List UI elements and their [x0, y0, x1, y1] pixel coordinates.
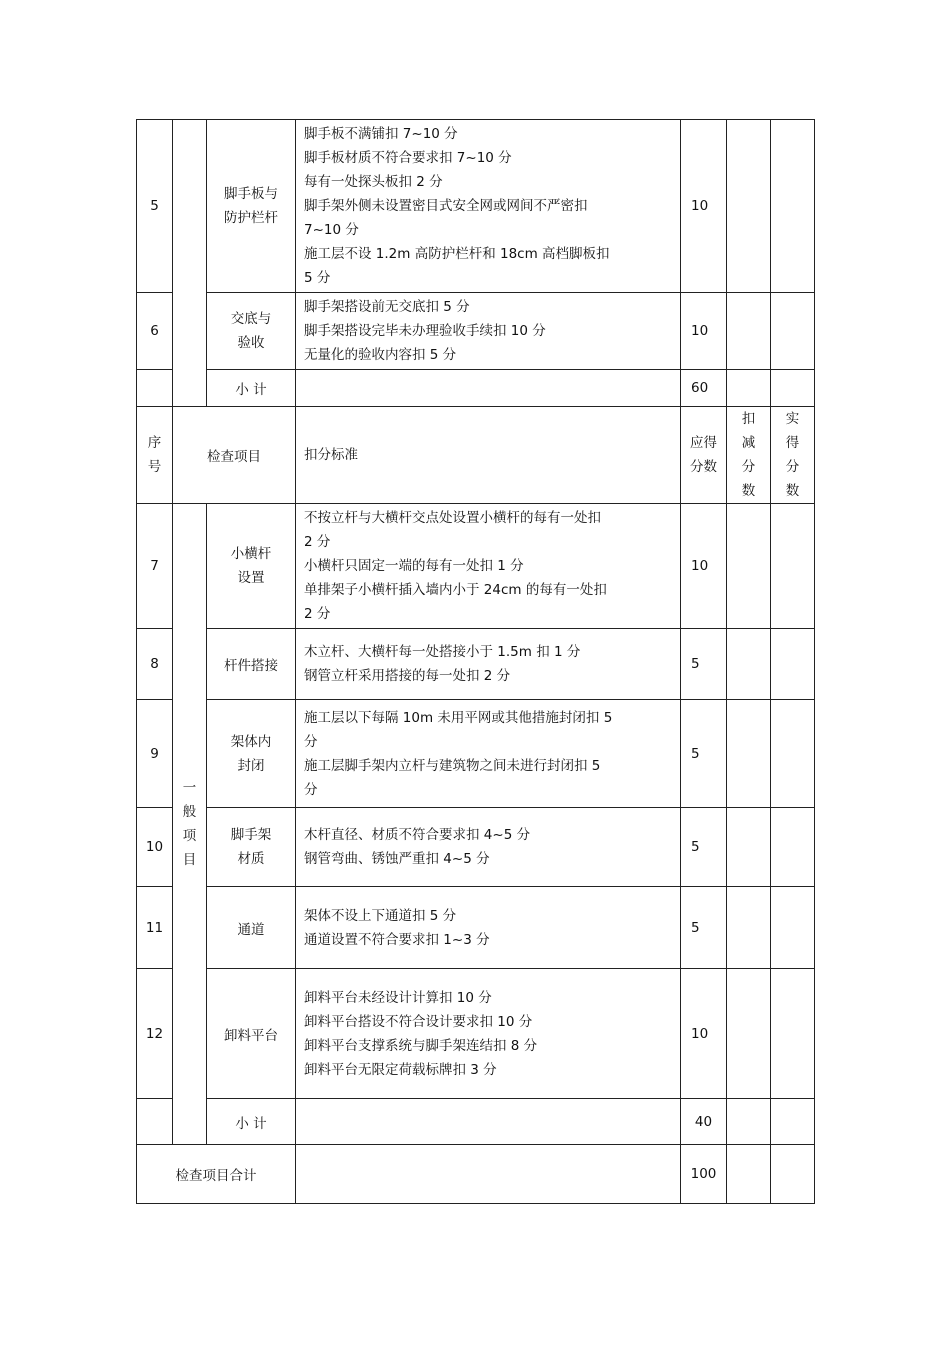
criteria-line: 脚手架搭设前无交底扣 5 分 — [304, 299, 470, 315]
item-name — [207, 808, 296, 887]
empty-cell — [137, 1099, 173, 1145]
criteria-line: 卸料平台未经设计计算扣 10 分 — [304, 989, 492, 1006]
header-deduct-score-text: 扣减分数 — [741, 411, 756, 499]
due-score: 5 — [681, 808, 727, 887]
header-item: 检查项目 — [173, 407, 296, 504]
deduct-score-cell — [727, 293, 771, 370]
due-score: 5 — [681, 629, 727, 700]
table-row — [137, 504, 815, 629]
actual-score-cell — [771, 808, 815, 887]
criteria-line: 无量化的验收内容扣 5 分 — [304, 347, 457, 363]
empty-cell — [296, 1099, 681, 1145]
criteria-cell — [296, 504, 681, 629]
criteria-cell — [296, 700, 681, 808]
due-score: 10 — [681, 293, 727, 370]
criteria-line: 卸料平台支撑系统与脚手架连结扣 8 分 — [304, 1037, 538, 1054]
criteria-line: 通道设置不符合要求扣 1~3 分 — [304, 931, 490, 948]
header-deduct-score — [727, 407, 771, 504]
inspection-score-table — [136, 119, 815, 1204]
criteria-cell — [296, 808, 681, 887]
criteria-line: 木立杆、大横杆每一处搭接小于 1.5m 扣 1 分 — [304, 644, 581, 660]
deduct-score-cell — [727, 700, 771, 808]
category-general-text: 一般项目 — [182, 780, 197, 868]
subtotal-score: 60 — [681, 370, 727, 407]
subtotal-score: 40 — [681, 1099, 727, 1145]
criteria-cell — [296, 887, 681, 969]
row-number: 5 — [137, 120, 173, 293]
criteria-line: 脚手架搭设完毕未办理验收手续扣 10 分 — [304, 323, 546, 339]
actual-score-cell — [771, 120, 815, 293]
deduct-score-cell — [727, 969, 771, 1099]
actual-score-cell — [771, 504, 815, 629]
criteria-line: 施工层不设 1.2m 高防护栏杆和 18cm 高档脚板扣 — [304, 246, 610, 262]
header-actual-score — [771, 407, 815, 504]
item-name-text: 脚手架材质 — [230, 827, 272, 867]
due-score: 5 — [681, 887, 727, 969]
criteria-line: 施工层脚手架内立杆与建筑物之间未进行封闭扣 5 — [304, 757, 601, 774]
row-number: 12 — [137, 969, 173, 1099]
table-row — [137, 969, 815, 1099]
row-number: 6 — [137, 293, 173, 370]
header-due-score — [681, 407, 727, 504]
empty-cell — [771, 370, 815, 407]
row-number: 7 — [137, 504, 173, 629]
subtotal-row — [137, 1099, 815, 1145]
item-name-text: 脚手板与防护栏杆 — [224, 186, 278, 226]
row-number: 8 — [137, 629, 173, 700]
actual-score-cell — [771, 293, 815, 370]
criteria-line: 7~10 分 — [304, 222, 359, 238]
item-name-text: 架体内封闭 — [230, 733, 272, 774]
due-score: 10 — [681, 504, 727, 629]
table-row — [137, 700, 815, 808]
criteria-cell — [296, 293, 681, 370]
item-name: 通道 — [207, 887, 296, 969]
criteria-line: 2 分 — [304, 534, 331, 550]
total-label: 检查项目合计 — [137, 1145, 296, 1204]
criteria-line: 卸料平台无限定荷载标牌扣 3 分 — [304, 1061, 497, 1078]
criteria-line: 每有一处探头板扣 2 分 — [304, 174, 443, 190]
empty-cell — [727, 370, 771, 407]
criteria-line: 木杆直径、材质不符合要求扣 4~5 分 — [304, 827, 531, 843]
due-score: 5 — [681, 700, 727, 808]
item-name: 杆件搭接 — [207, 629, 296, 700]
actual-score-cell — [771, 969, 815, 1099]
item-name-text: 交底与验收 — [230, 311, 272, 351]
item-name — [207, 293, 296, 370]
category-cell-top — [173, 120, 207, 407]
deduct-score-cell — [727, 504, 771, 629]
criteria-line: 5 分 — [304, 270, 331, 286]
category-general — [173, 504, 207, 1145]
table-row — [137, 887, 815, 969]
actual-score-cell — [771, 700, 815, 808]
criteria-cell — [296, 969, 681, 1099]
criteria-line: 钢管立杆采用搭接的每一处扣 2 分 — [304, 668, 511, 684]
criteria-line: 分 — [304, 733, 318, 750]
header-due-score-text: 应得分数 — [690, 435, 717, 475]
header-criteria: 扣分标准 — [296, 407, 681, 504]
table-row — [137, 293, 815, 370]
actual-score-cell — [771, 887, 815, 969]
criteria-line: 2 分 — [304, 606, 331, 622]
deduct-score-cell — [727, 629, 771, 700]
total-score: 100 — [681, 1145, 727, 1204]
header-row — [137, 407, 815, 504]
row-number: 9 — [137, 700, 173, 808]
subtotal-label: 小 计 — [207, 1099, 296, 1145]
criteria-cell — [296, 629, 681, 700]
criteria-cell — [296, 120, 681, 293]
deduct-score-cell — [727, 887, 771, 969]
row-number: 11 — [137, 887, 173, 969]
item-name: 卸料平台 — [207, 969, 296, 1099]
criteria-line: 不按立杆与大横杆交点处设置小横杆的每有一处扣 — [304, 510, 601, 526]
row-number: 10 — [137, 808, 173, 887]
criteria-line: 施工层以下每隔 10m 未用平网或其他措施封闭扣 5 — [304, 709, 613, 726]
criteria-line: 脚手架外侧未设置密目式安全网或网间不严密扣 — [304, 198, 588, 214]
table-row — [137, 120, 815, 293]
header-actual-score-text: 实得分数 — [785, 411, 800, 499]
subtotal-label: 小 计 — [207, 370, 296, 407]
empty-cell — [771, 1145, 815, 1204]
criteria-line: 单排架子小横杆插入墙内小于 24cm 的每有一处扣 — [304, 582, 607, 598]
empty-cell — [296, 1145, 681, 1204]
total-row — [137, 1145, 815, 1204]
header-seq-text: 序号 — [147, 435, 162, 475]
item-name-text: 小横杆设置 — [230, 546, 272, 586]
item-name — [207, 504, 296, 629]
criteria-line: 分 — [304, 781, 318, 798]
due-score: 10 — [681, 969, 727, 1099]
header-seq — [137, 407, 173, 504]
criteria-line: 脚手板材质不符合要求扣 7~10 分 — [304, 150, 512, 166]
empty-cell — [137, 370, 173, 407]
criteria-line: 脚手板不满铺扣 7~10 分 — [304, 126, 458, 142]
deduct-score-cell — [727, 120, 771, 293]
empty-cell — [727, 1145, 771, 1204]
due-score: 10 — [681, 120, 727, 293]
empty-cell — [727, 1099, 771, 1145]
empty-cell — [296, 370, 681, 407]
subtotal-row — [137, 370, 815, 407]
criteria-line: 架体不设上下通道扣 5 分 — [304, 907, 457, 924]
criteria-line: 卸料平台搭设不符合设计要求扣 10 分 — [304, 1013, 533, 1030]
item-name — [207, 120, 296, 293]
table-row — [137, 629, 815, 700]
item-name — [207, 700, 296, 808]
criteria-line: 钢管弯曲、锈蚀严重扣 4~5 分 — [304, 851, 490, 867]
actual-score-cell — [771, 629, 815, 700]
criteria-line: 小横杆只固定一端的每有一处扣 1 分 — [304, 558, 524, 574]
empty-cell — [771, 1099, 815, 1145]
deduct-score-cell — [727, 808, 771, 887]
table-row — [137, 808, 815, 887]
